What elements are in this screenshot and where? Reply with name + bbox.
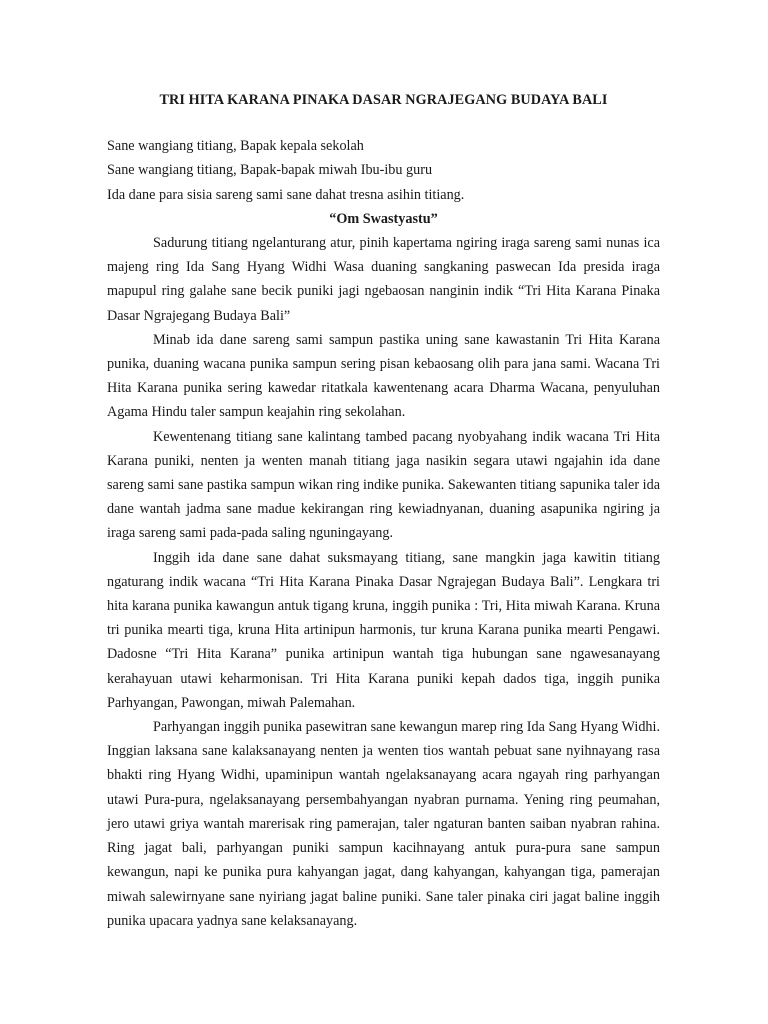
body-paragraph: Minab ida dane sareng sami sampun pastika uning sane kawastanin Tri Hita Karana punika, duaning wacana punika sampun sering pisan kebaosang olih para jana sami. Wacana Tri Hita Karana punika sering kawedar ritatkala kawentenang acara Dharma Wacana, penyuluhan Agama Hindu taler sampun keajahin ring sekolahan. <box>107 331 660 421</box>
document-page <box>107 88 660 933</box>
greeting-heading: “Om Swastyastu” <box>329 210 438 227</box>
document-title: TRI HITA KARANA PINAKA DASAR NGRAJEGANG BUDAYA BALI <box>159 92 608 108</box>
body-paragraph: Inggih ida dane sane dahat suksmayang titiang, sane mangkin jaga kawitin titiang ngaturang indik wacana “Tri Hita Karana Pinaka Dasar Ngrajegan Budaya Bali”. Lengkara tri hita karana punika kawangun antuk tigang kruna, inggih punika : Tri, Hita miwah Karana. Kruna tri punika mearti tiga, kruna Hita artinipun harmonis, tur kruna Karana punika mearti Pengawi. Dadosne “Tri Hita Karana” punika artinipun wantah tiga hubungan sane ngawesanayang kerahayuan utawi keharmonisan. Tri Hita Karana puniki kepah dados tiga, inggih punika Parhyangan, Pawongan, miwah Palemahan. <box>107 549 660 711</box>
body-paragraph: Sadurung titiang ngelanturang atur, pinih kapertama ngiring iraga sareng sami nunas ica majeng ring Ida Sang Hyang Widhi Wasa duaning sangkaning paswecan Ida presida iraga mapupul ring galahe sane becik puniki jagi ngebaosan nanginin indik “Tri Hita Karana Pinaka Dasar Ngrajegang Budaya Bali” <box>107 235 660 324</box>
salutation-line: Ida dane para sisia sareng sami sane dahat tresna asihin titiang. <box>107 186 465 203</box>
body-paragraph: Parhyangan inggih punika pasewitran sane kewangun marep ring Ida Sang Hyang Widhi. Inggian laksana sane kalaksanayang nenten ja wenten tios wantah pebuat sane nyihnayang rasa bhakti ring Hyang Widhi, upaminipun wantah ngelaksanayang acara ngayah ring parhyangan utawi Pura-pura, ngelaksanayang persembahyangan nyabran purnama. Yening ring peumahan, jero utawi griya wantah marerisak ring pamerajan, taler ngaturan banten saiban nyabran rahina. Ring jagat bali, parhyangan puniki sampun kacihnayang antuk pura-pura sane sampun kewangun, napi ke punika pura kahyangan jagat, dang kahyangan, kahyangan tiga, pamerajan miwah salewirnyane sane nyiriang jagat baline puniki. Sane taler pinaka ciri jagat baline inggih punika upacara yadnya sane kelaksanayang. <box>107 719 660 929</box>
salutation-line: Sane wangiang titiang, Bapak-bapak miwah Ibu-ibu guru <box>107 162 433 179</box>
salutation-line: Sane wangiang titiang, Bapak kepala sekolah <box>107 138 364 155</box>
body-paragraph: Kewentenang titiang sane kalintang tambed pacang nyobyahang indik wacana Tri Hita Karana puniki, nenten ja wenten manah titiang jaga nasikin segara utawi ngajahin ida dane sareng sami sane pastika sampun wikan ring indike punika. Sakewanten titiang sapunika taler ida dane wantah jadma sane madue kekirangan ring kewiadnyanan, duaning asapunika ngiring ja iraga sareng sami pada-pada saling nguningayang. <box>107 428 660 542</box>
